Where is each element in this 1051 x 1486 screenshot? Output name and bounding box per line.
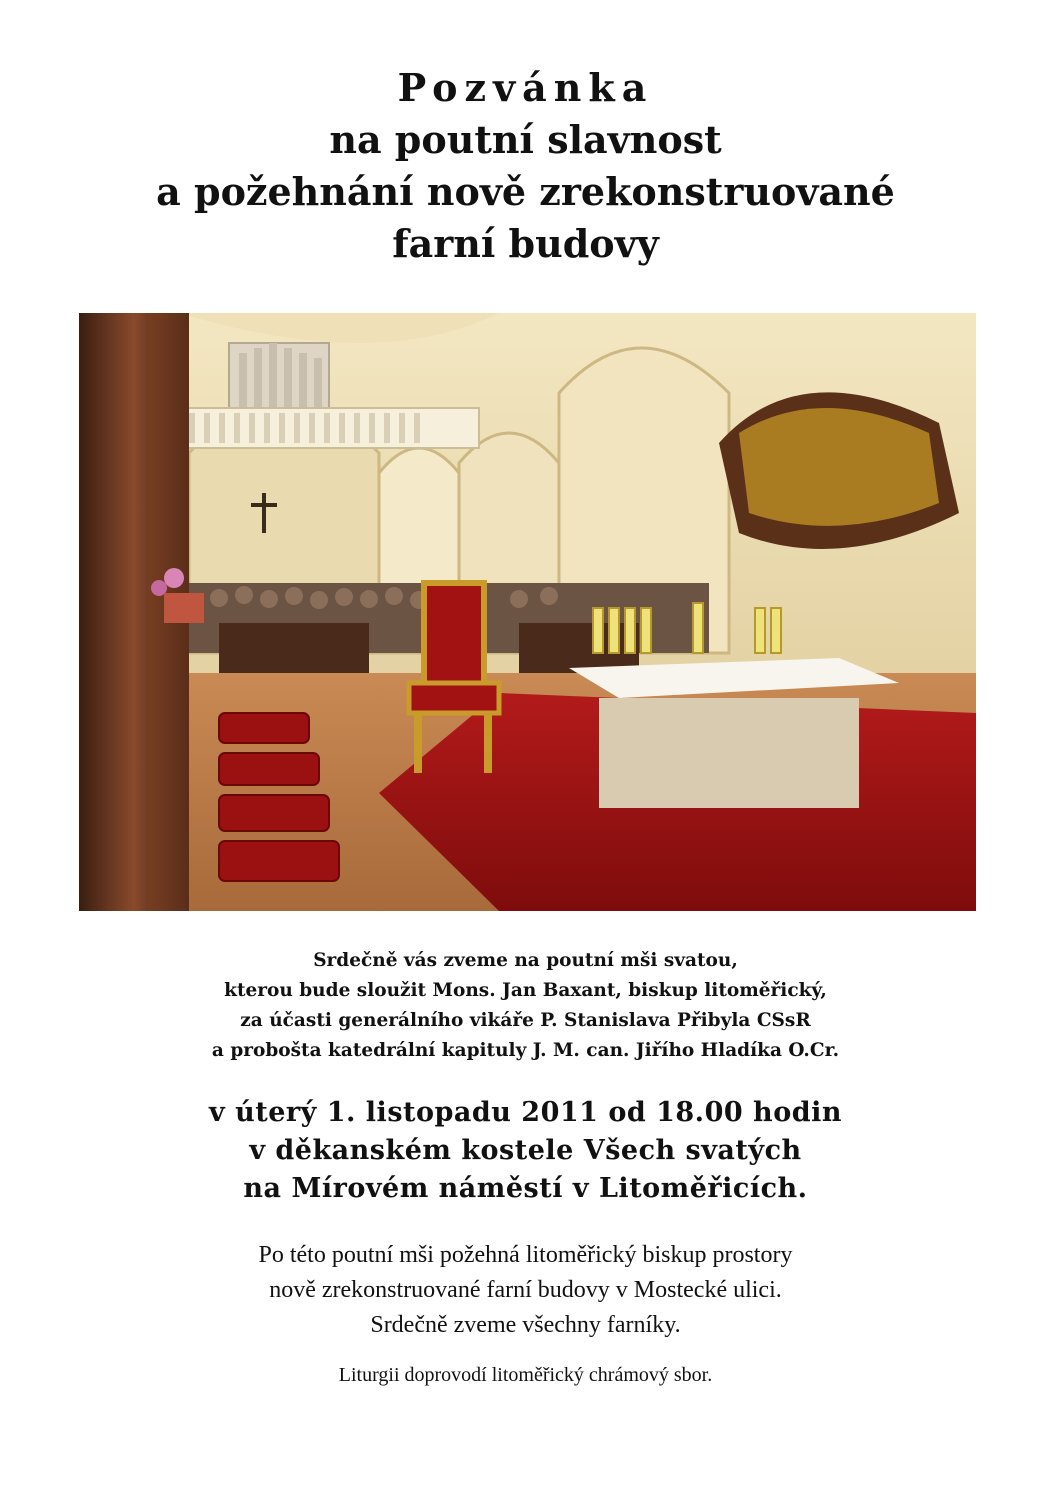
blessing-line-2: nově zrekonstruované farní budovy v Mostecké ulici. — [269, 1277, 782, 1303]
event-date-line: v úterý 1. listopadu 2011 od 18.00 hodin — [209, 1097, 842, 1128]
event-details — [0, 1094, 1051, 1208]
intro-paragraph — [0, 946, 1051, 1066]
title-main: Pozvánka — [397, 65, 654, 110]
event-church-line: v děkanském kostele Všech svatých — [249, 1135, 802, 1166]
choir-note: Liturgii doprovodí litoměřický chrámový sbor. — [338, 1364, 713, 1386]
blessing-paragraph — [0, 1238, 1051, 1343]
title-line-3: farní budovy — [392, 221, 659, 266]
intro-line-3: za účasti generálního vikáře P. Stanislava Přibyla CSsR — [240, 1010, 811, 1031]
church-interior-illustration — [79, 313, 976, 911]
church-interior-photo — [79, 313, 976, 911]
intro-line-4: a probošta katedrální kapituly J. M. can. Jiřího Hladíka O.Cr. — [211, 1040, 840, 1061]
intro-line-2: kterou bude sloužit Mons. Jan Baxant, biskup litoměřický, — [224, 980, 827, 1001]
blessing-line-3: Srdečně zveme všechny farníky. — [370, 1312, 681, 1338]
blessing-line-1: Po této poutní mši požehná litoměřický biskup prostory — [258, 1242, 793, 1268]
event-location-line: na Mírovém náměstí v Litoměřicích. — [243, 1173, 808, 1204]
title-line-1: na poutní slavnost — [329, 117, 722, 162]
intro-line-1: Srdečně vás zveme na poutní mši svatou, — [313, 950, 738, 971]
invitation-title — [0, 62, 1051, 270]
title-line-2: a požehnání nově zrekonstruované — [156, 169, 895, 214]
